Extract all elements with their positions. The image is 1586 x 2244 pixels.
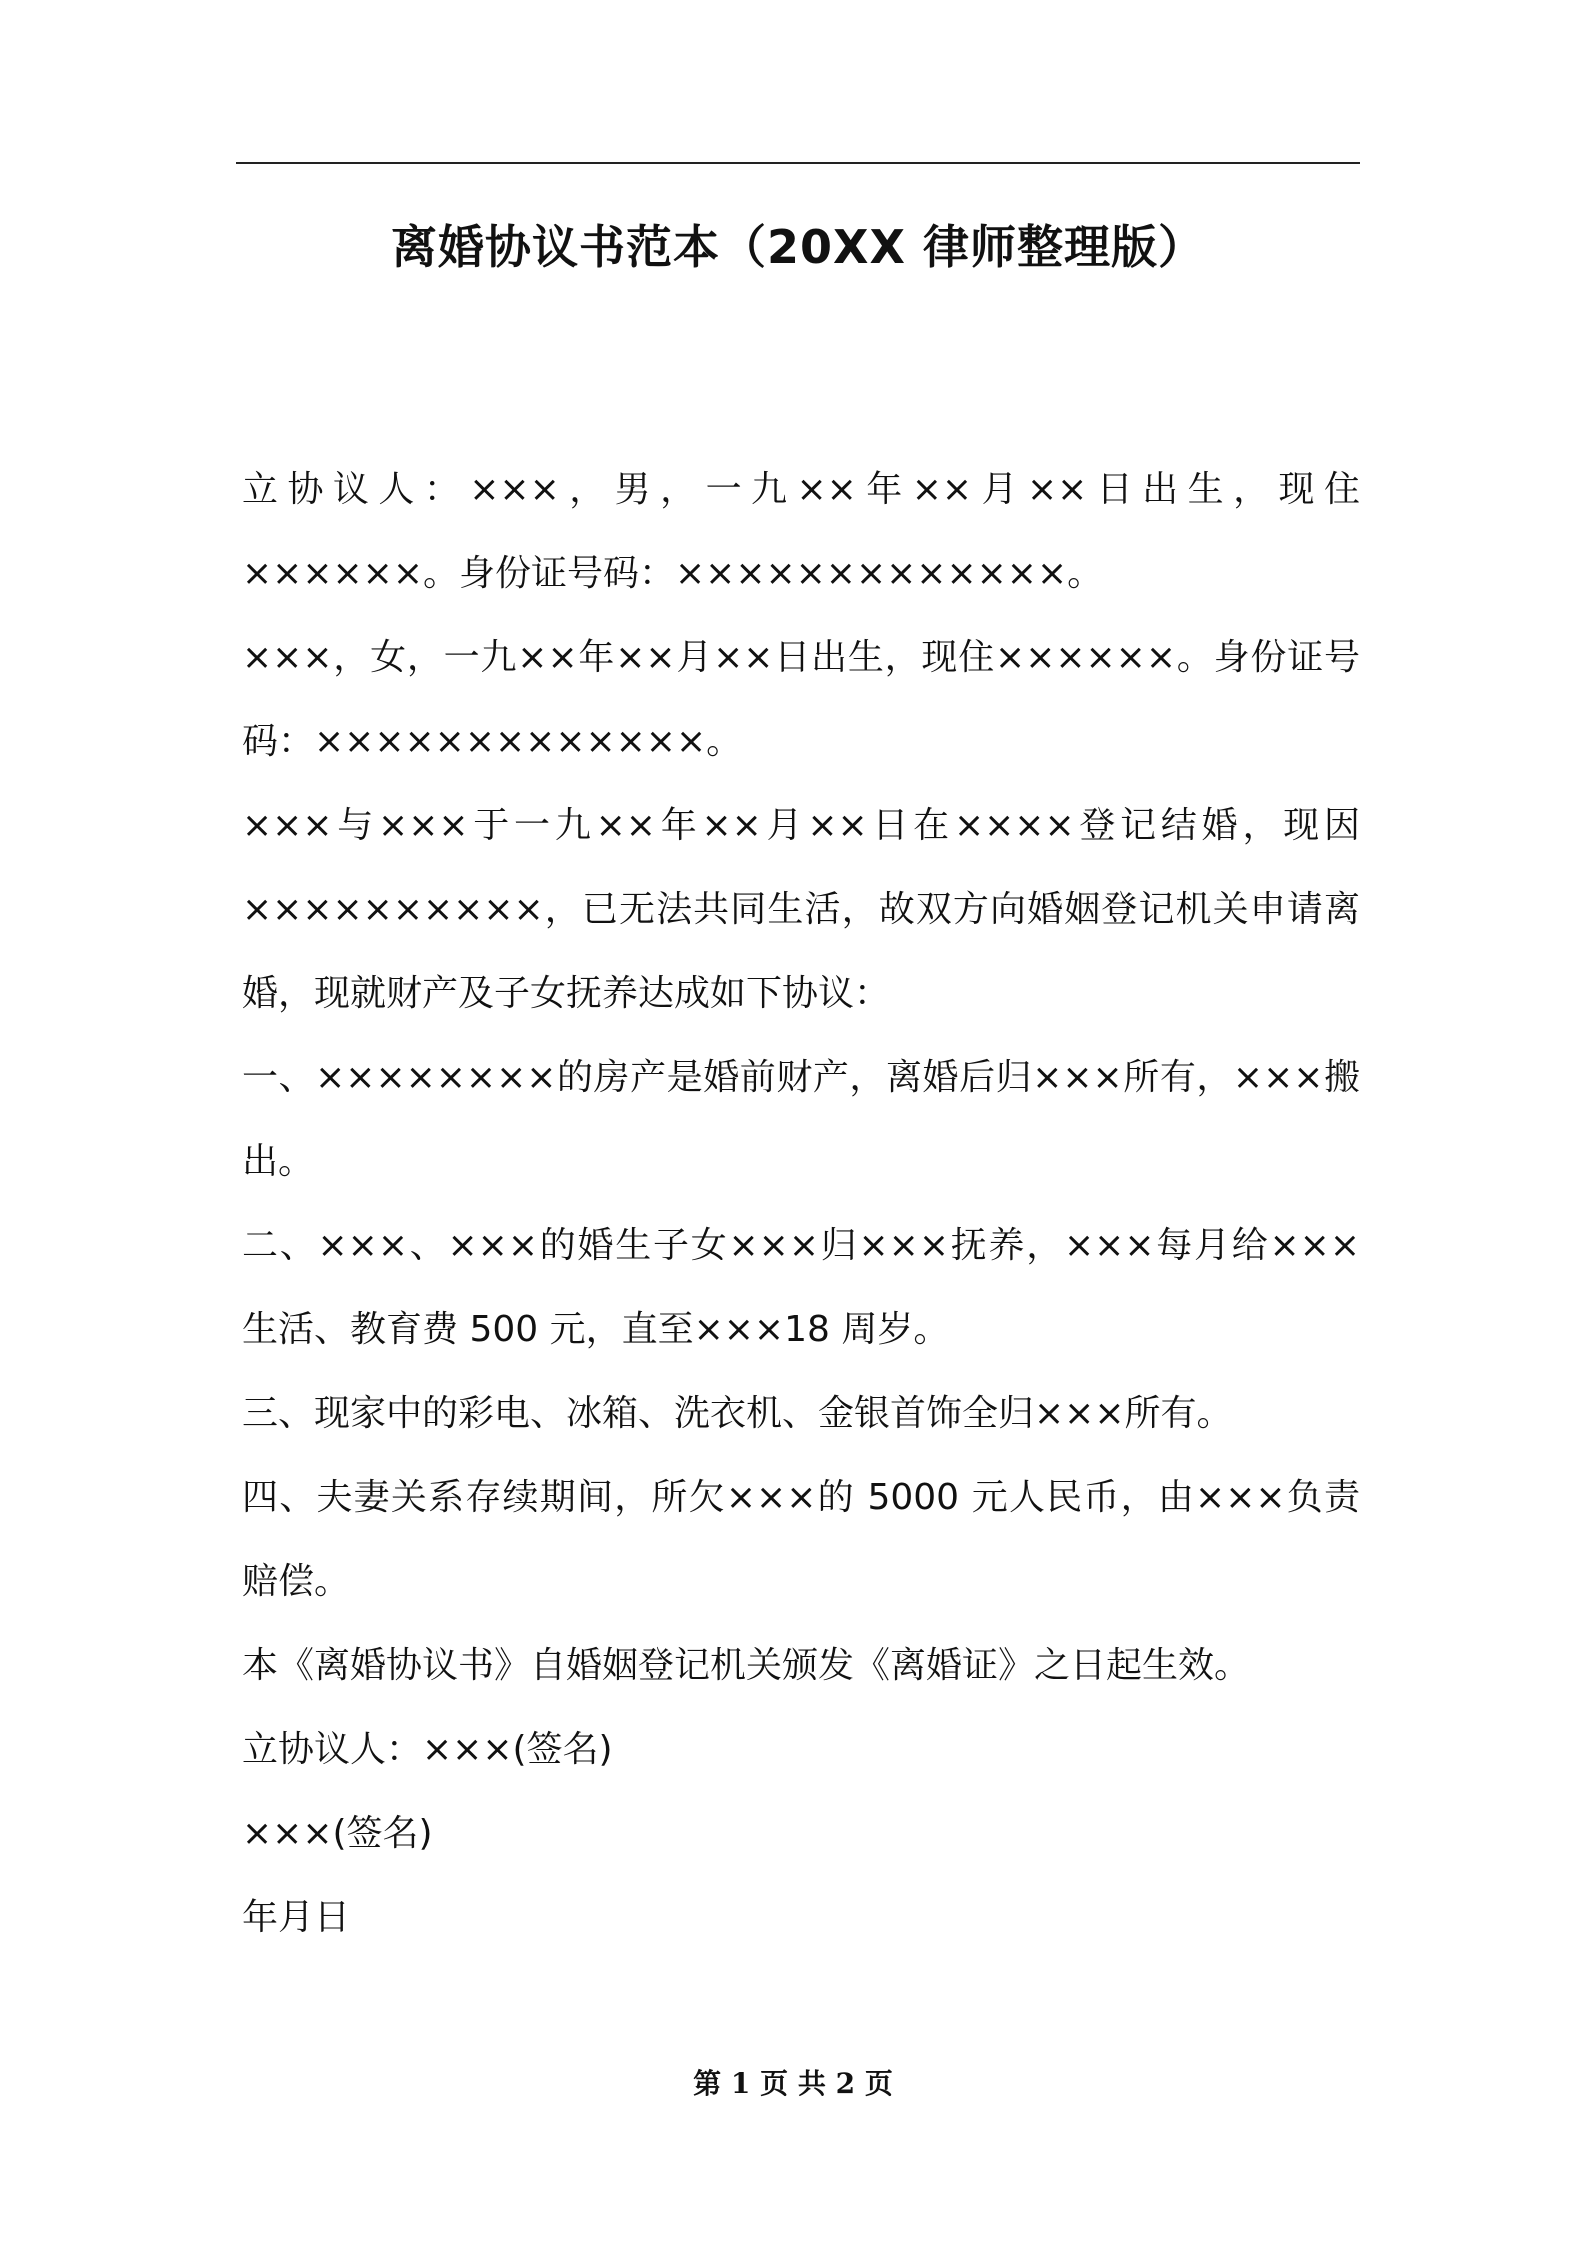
document-body xyxy=(242,448,1360,1960)
paragraph-party-female: ×××，女，一九××年××月××日出生，现住××××××。身份证号码：×××××××××××××。 xyxy=(242,637,1360,762)
date-line: 年月日 xyxy=(242,1897,351,1938)
page-number-footer: 第 1 页 共 2 页 xyxy=(693,2067,893,2100)
signature-line-party-1: 立协议人：×××(签名) xyxy=(242,1729,613,1770)
paragraph-clause-2-custody: 二、×××、×××的婚生子女×××归×××抚养，×××每月给×××生活、教育费 500 元，直至×××18 周岁。 xyxy=(242,1225,1360,1350)
paragraph-effective-date: 本《离婚协议书》自婚姻登记机关颁发《离婚证》之日起生效。 xyxy=(242,1645,1251,1686)
paragraph-marriage-background: ×××与×××于一九××年××月××日在××××登记结婚，现因××××××××××，已无法共同生活，故双方向婚姻登记机关申请离婚，现就财产及子女抚养达成如下协议： xyxy=(242,805,1360,1014)
paragraph-clause-3-household-items: 三、现家中的彩电、冰箱、洗衣机、金银首饰全归×××所有。 xyxy=(242,1393,1233,1434)
document-title: 离婚协议书范本（20XX 律师整理版） xyxy=(391,220,1205,274)
signature-line-party-2: ×××(签名) xyxy=(242,1813,433,1854)
paragraph-party-male: 立协议人：×××，男，一九××年××月××日出生，现住××××××。身份证号码：×××××××××××××。 xyxy=(242,469,1360,594)
paragraph-clause-1-property: 一、××××××××的房产是婚前财产，离婚后归×××所有，×××搬出。 xyxy=(242,1057,1360,1182)
header-rule xyxy=(236,162,1360,164)
paragraph-clause-4-debt: 四、夫妻关系存续期间，所欠×××的 5000 元人民币，由×××负责赔偿。 xyxy=(242,1477,1360,1602)
